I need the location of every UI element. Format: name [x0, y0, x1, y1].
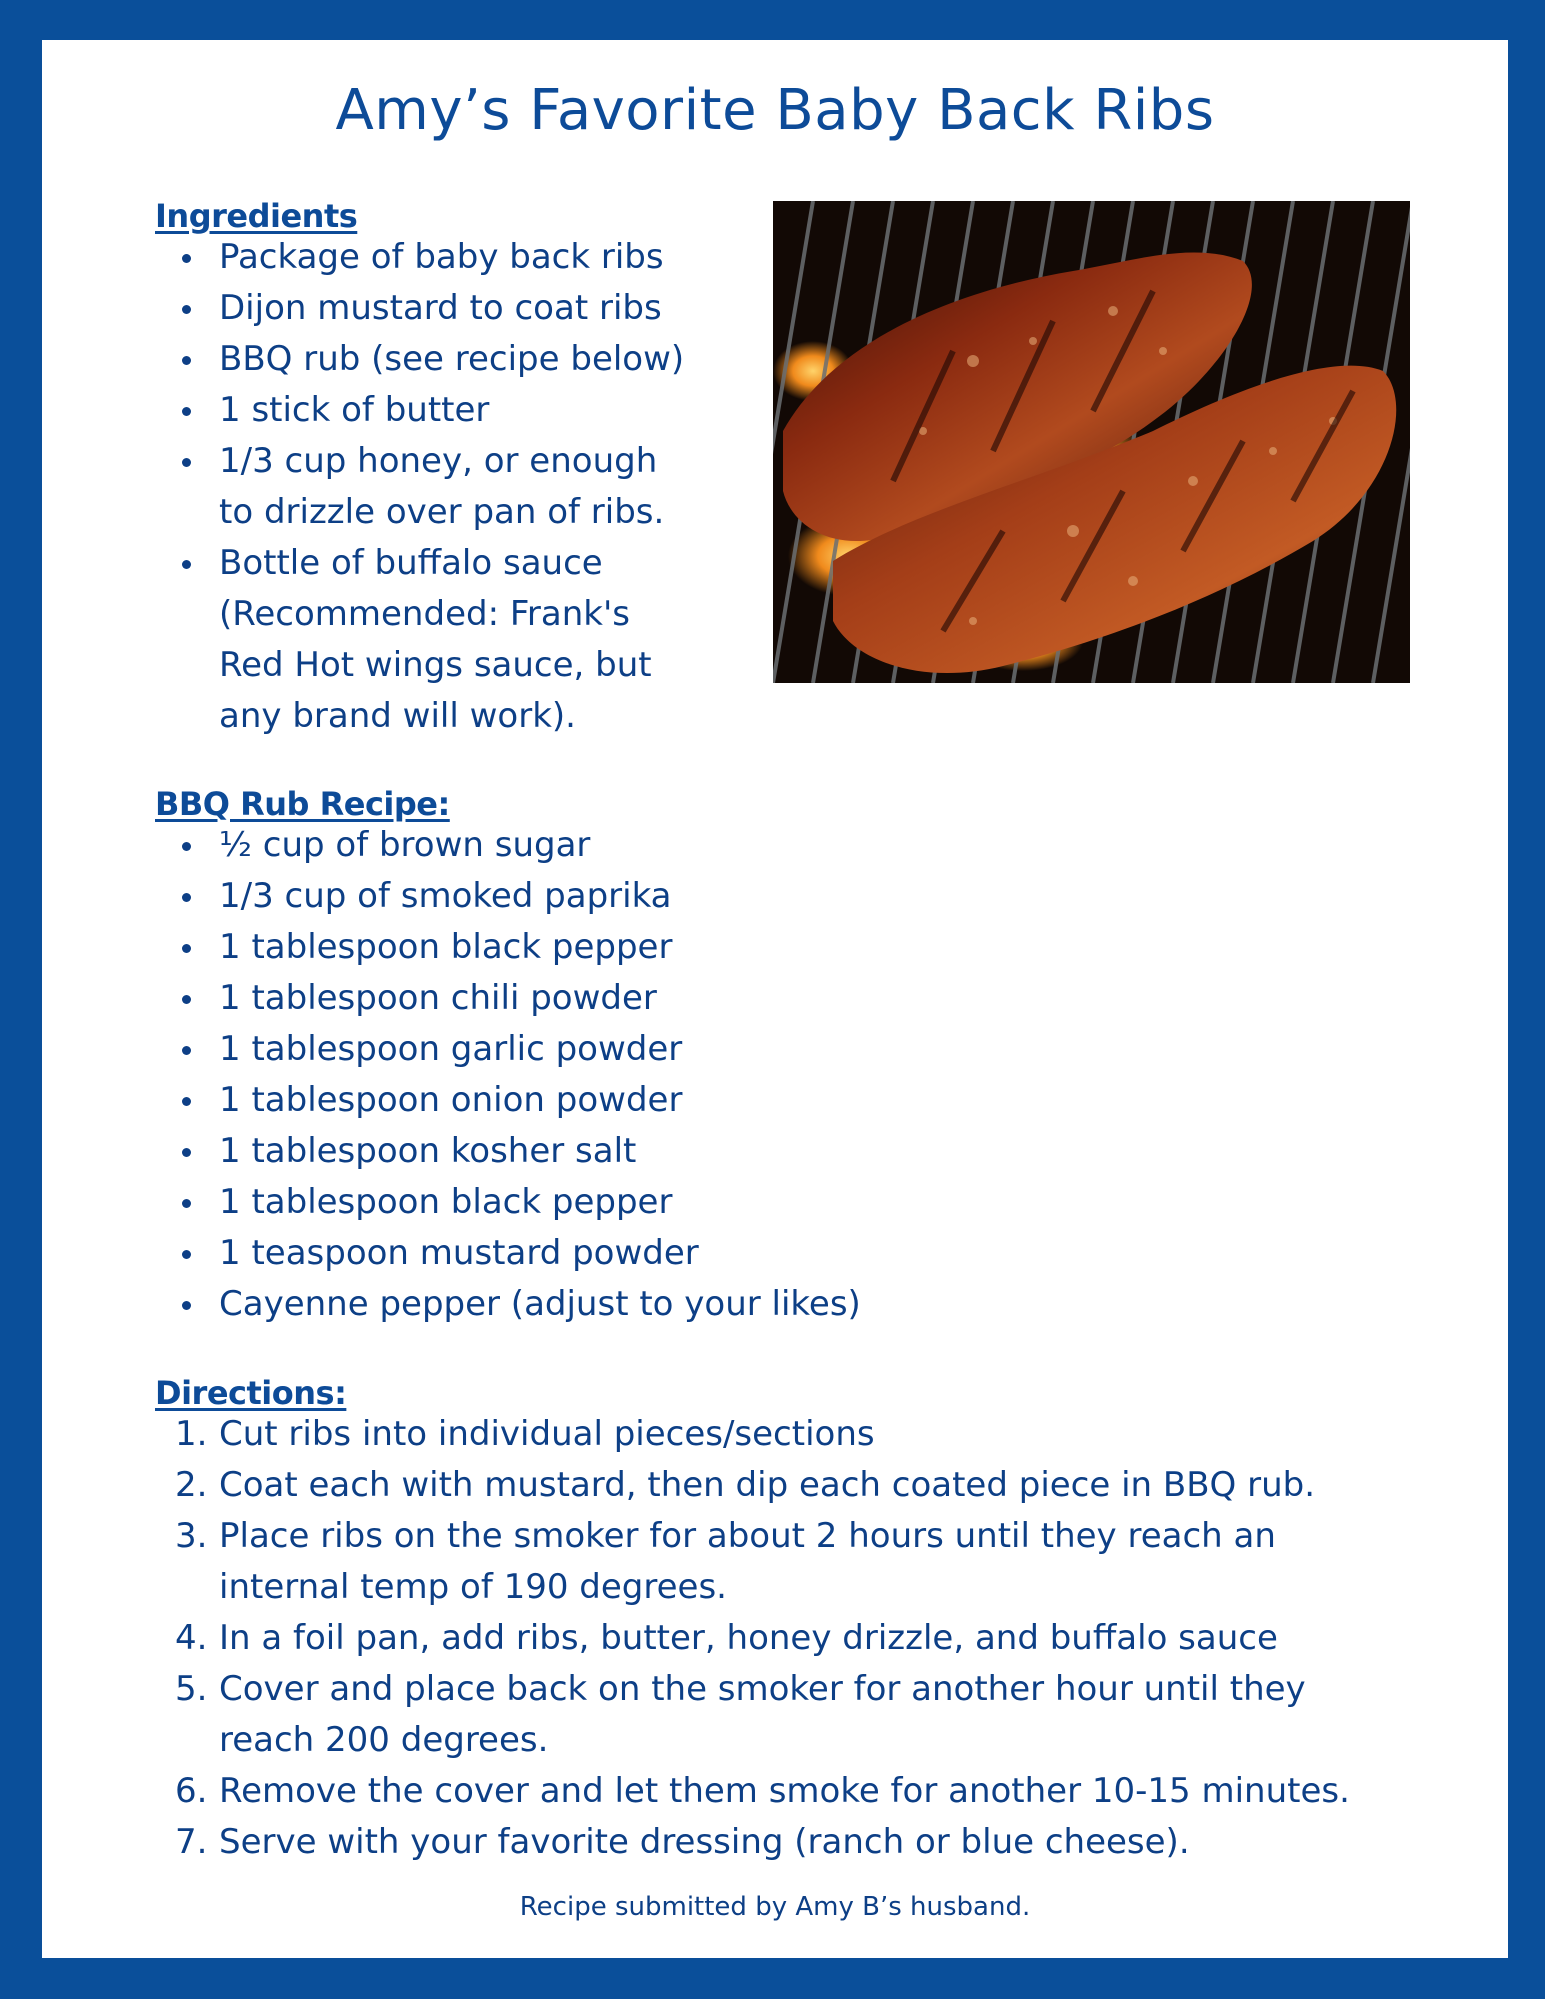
ingredient-item: Package of baby back ribs [157, 232, 697, 283]
directions-list [157, 1409, 1387, 1868]
ingredient-item: Dijon mustard to coat ribs [157, 283, 697, 334]
ingredient-item: 1 stick of butter [157, 385, 697, 436]
direction-step [157, 1409, 1387, 1460]
direction-step [157, 1664, 1387, 1766]
bbq-rub-heading: BBQ Rub Recipe: [155, 785, 450, 823]
rub-item: 1 tablespoon onion powder [157, 1075, 1257, 1126]
rub-item: ½ cup of brown sugar [157, 820, 1257, 871]
page-title: Amy’s Favorite Baby Back Ribs [335, 78, 1215, 143]
rub-item: 1 tablespoon black pepper [157, 1177, 1257, 1228]
step-text: Place ribs on the smoker for about 2 hours until they reach an internal temp of 190 degrees. [219, 1516, 1276, 1607]
step-text: Cover and place back on the smoker for another hour until they reach 200 degrees. [219, 1669, 1306, 1760]
directions-heading: Directions: [155, 1374, 347, 1412]
step-number: 5. [175, 1669, 208, 1709]
rub-item: 1 tablespoon chili powder [157, 973, 1257, 1024]
direction-step [157, 1766, 1387, 1817]
rub-item: 1 tablespoon black pepper [157, 922, 1257, 973]
step-number: 4. [175, 1618, 208, 1658]
step-number: 1. [175, 1414, 208, 1454]
step-text: Cut ribs into individual pieces/sections [219, 1414, 875, 1454]
rub-item: 1 tablespoon garlic powder [157, 1024, 1257, 1075]
rub-item: Cayenne pepper (adjust to your likes) [157, 1279, 1257, 1330]
step-text: In a foil pan, add ribs, butter, honey drizzle, and buffalo sauce [219, 1618, 1278, 1658]
bbq-rub-list [157, 820, 1257, 1330]
step-number: 6. [175, 1771, 208, 1811]
rub-item: 1 teaspoon mustard powder [157, 1228, 1257, 1279]
rub-item: 1 tablespoon kosher salt [157, 1126, 1257, 1177]
direction-step [157, 1511, 1387, 1613]
direction-step [157, 1817, 1387, 1868]
direction-step [157, 1613, 1387, 1664]
ingredient-item: Bottle of buffalo sauce (Recommended: Frank's Red Hot wings sauce, but any brand will work). [157, 538, 697, 742]
step-number: 2. [175, 1465, 208, 1505]
recipe-credit: Recipe submitted by Amy B’s husband. [519, 1892, 1031, 1922]
step-number: 7. [175, 1822, 208, 1862]
ingredients-heading: Ingredients [155, 197, 358, 235]
direction-step [157, 1460, 1387, 1511]
step-text: Serve with your favorite dressing (ranch or blue cheese). [219, 1822, 1190, 1862]
step-number: 3. [175, 1516, 208, 1556]
step-text: Remove the cover and let them smoke for another 10-15 minutes. [219, 1771, 1350, 1811]
ingredient-item: 1/3 cup honey, or enough to drizzle over pan of ribs. [157, 436, 697, 538]
step-text: Coat each with mustard, then dip each coated piece in BBQ rub. [219, 1465, 1316, 1505]
ingredients-list [157, 232, 697, 742]
ingredient-item: BBQ rub (see recipe below) [157, 334, 697, 385]
rub-item: 1/3 cup of smoked paprika [157, 871, 1257, 922]
ribs-on-grill-photo [773, 201, 1410, 683]
recipe-page [42, 40, 1508, 1958]
